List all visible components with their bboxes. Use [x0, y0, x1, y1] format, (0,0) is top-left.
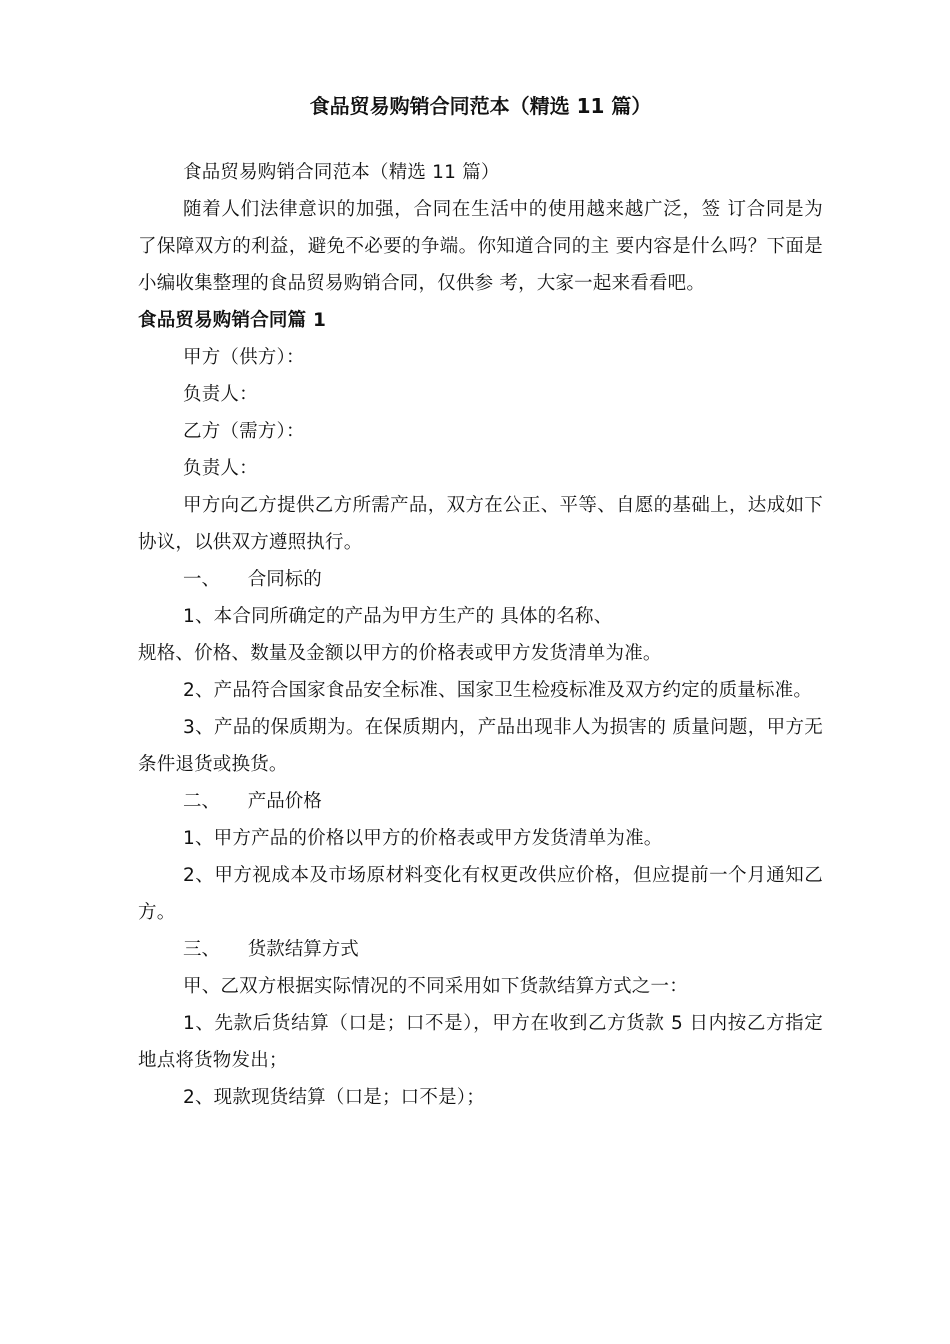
clause-3-item-2: 2、现款现货结算（口是；口不是）； [183, 1087, 485, 1108]
clause-2-title: 二、 产品价格 [183, 791, 322, 812]
party-a-head-line: 负责人： [183, 384, 258, 405]
clause-3-title: 三、 货款结算方式 [183, 939, 359, 960]
clause-1-title: 一、 合同标的 [183, 569, 322, 590]
clause-2-item-2: 2、甲方视成本及市场原材料变化有权更改供应价格，但应提前一个月通知乙方。 [138, 865, 823, 923]
clause-2-item-1: 1、甲方产品的价格以甲方的价格表或甲方发货清单为准。 [183, 828, 663, 849]
clause-1-item-1-line-a: 1、本合同所确定的产品为甲方生产的 具体的名称、 [183, 606, 613, 627]
document-title: 食品贸易购销合同范本（精选 11 篇） [309, 94, 652, 118]
party-b-head-line: 负责人： [183, 458, 258, 479]
clause-1-item-2: 2、产品符合国家食品安全标准、国家卫生检疫标准及双方约定的质量标准。 [183, 680, 813, 701]
clause-3-item-1: 1、先款后货结算（口是；口不是），甲方在收到乙方货款 5 日内按乙方指定地点将货物发出； [138, 1013, 823, 1071]
clause-3-intro: 甲、乙双方根据实际情况的不同采用如下货款结算方式之一： [183, 976, 688, 997]
intro-paragraph: 随着人们法律意识的加强，合同在生活中的使用越来越广泛，签 订合同是为了保障双方的利益，避免不必要的争端。你知道合同的主 要内容是什么吗？下面是小编收集整理的食品贸易购销合同，仅供参 考，大家一起来看看吧。 [138, 199, 823, 294]
party-a-line: 甲方（供方）： [183, 347, 305, 368]
clause-1-item-1-line-b: 规格、价格、数量及金额以甲方的价格表或甲方发货清单为准。 [138, 643, 662, 664]
section-heading: 食品贸易购销合同篇 1 [138, 310, 327, 331]
preamble-paragraph: 甲方向乙方提供乙方所需产品，双方在公正、平等、自愿的基础上，达成如下协议，以供双方遵照执行。 [138, 495, 823, 553]
document-subtitle: 食品贸易购销合同范本（精选 11 篇） [183, 162, 500, 183]
party-b-line: 乙方（需方）： [183, 421, 305, 442]
clause-1-item-3: 3、产品的保质期为。在保质期内，产品出现非人为损害的 质量问题，甲方无条件退货或换货。 [138, 717, 823, 775]
document-body [138, 90, 823, 1116]
